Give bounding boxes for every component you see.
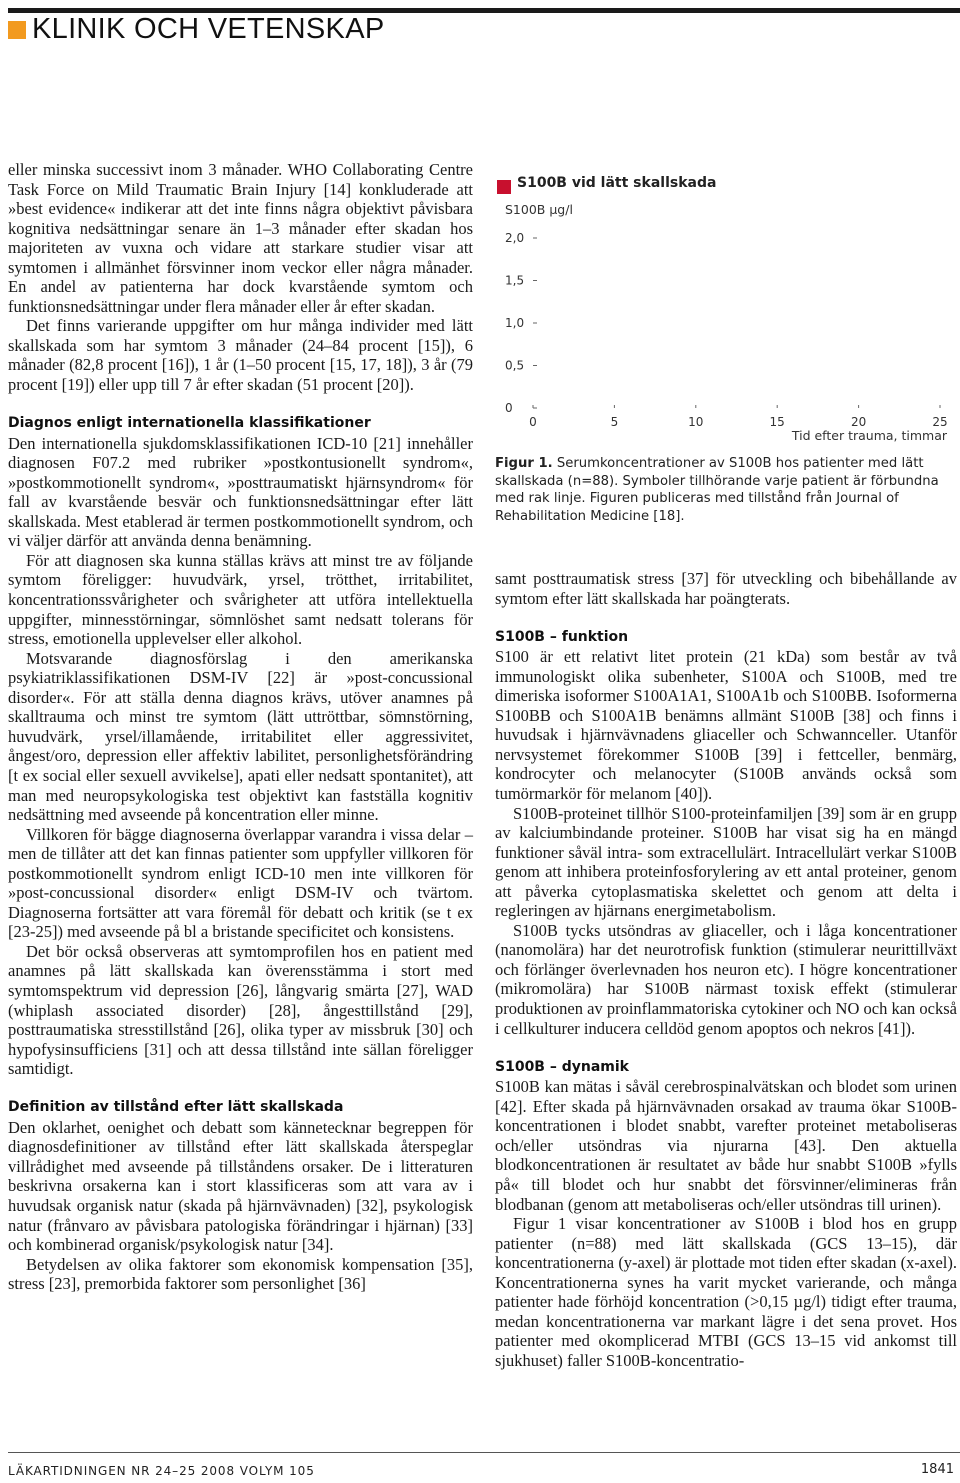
paragraph: S100B tycks utsöndras av gliaceller, och i låga koncentrationer (nanomolära) har det neurotrofisk funktion (stimulerar neurittillväxt och förlänger överlevnaden hos neuron etc). I högre koncentrationer (mikromolära) har S100B närmast toxisk effekt (stimulerar produktionen av proinflammatoriska cytokiner och NO och kan också i cellkulturer inducera celldöd genom apoptos och nekros [41]). bbox=[495, 920, 957, 1038]
chart-y-unit: S100B µg/l bbox=[505, 202, 573, 217]
left-column bbox=[8, 160, 473, 1294]
page-header bbox=[0, 0, 960, 60]
paragraph: Den internationella sjukdomsklassifikationen ICD-10 [21] innehåller diagnosen F07.2 med rubriker »postkontusionellt syndrom«, »postkommotionellt syndrom«, »posttraumatiskt hjärnsyndrom« för fall av kvarstående besvär och funktionsnedsättningar efter lätt skallskada. Mest etablerad är termen postkommotionellt syndrom, och vi väljer därför att använda denna benämning. bbox=[8, 433, 473, 551]
section-title: KLINIK OCH VETENSKAP bbox=[32, 13, 385, 45]
paragraph: Motsvarande diagnosförslag i den amerikanska psykiatriklassifikationen DSM-IV [22] är »post-concussional disorder«. För att ställa denna diagnos krävs, utöver anamnes på skalltrauma och minst tre symtom (lätt uttröttbar, sömnstörning, huvudvärk, yrsel/illamående, irritabilitet eller aggressivitet, ångest/oro, depression eller affektiv labilitet, personlighetsförändring [t ex social eller sexuell avvikelse], apati eller nedsatt spontanitet), att man med neuropsykologiska test objektivt kan fastställa kognitiv nedsättning med avseende på koncentration eller minne. bbox=[8, 648, 473, 825]
paragraph: Det bör också observeras att symtomprofilen hos en patient med anamnes på lätt skallskada kan överensstämma i stort med symtomspektrum vid depression [26], långvarig smärta [27], WAD (whiplash associated disorder) [28], ångesttillstånd [29], posttraumatiska stresstillstånd [26], olika typer av missbruk [30] och hypofysinsufficiens [31] och att dessa tillstånd inte sällan föreligger samtidigt. bbox=[8, 941, 473, 1079]
y-tick-label: 1,0 bbox=[505, 316, 525, 330]
section-heading-definition: Definition av tillstånd efter lätt skallskada bbox=[8, 1099, 344, 1116]
paragraph: Betydelsen av olika faktorer som ekonomisk kompensation [35], stress [23], premorbida faktorer som personlighet [36] bbox=[8, 1254, 473, 1294]
paragraph: samt posttraumatisk stress [37] för utveckling och bibehållande av symtom efter lätt skallskada har poängterats. bbox=[495, 569, 957, 608]
section-heading-diagnos: Diagnos enligt internationella klassifikationer bbox=[8, 415, 371, 432]
x-tick-label: 10 bbox=[688, 415, 704, 429]
chart-title: S100B vid lätt skallskada bbox=[517, 175, 717, 191]
paragraph: Den oklarhet, oenighet och debatt som kännetecknar begreppen för diagnosdefinitioner av tillstånd efter lätt skallskada återspeglar villrådighet med avseende på tillståndens orsaker. De i litteraturen beskrivna orsakerna kan i stort klassificeras som att vara av i huvudsak organisk natur (skada på hjärnvävnaden) [32], psykologisk natur (frånvaro av påvisbara patologiska förändringar i hjärnan) [33] och kombinerad organisk/psykologisk natur [34]. bbox=[8, 1117, 473, 1255]
y-tick-label: 0,5 bbox=[505, 358, 525, 373]
section-heading-dynamik: S100B – dynamik bbox=[495, 1058, 629, 1075]
paragraph: S100B kan mätas i såväl cerebrospinalvätskan och blodet som urinen [42]. Efter skada på hjärnvävnaden orsakad av trauma ökar S100B-koncentrationen i blodet snabbt, varefter proteinet metaboliseras och/eller utsöndras via njurarna [43]. Den aktuella blodkoncentrationen är resultatet av både hur snabbt S100B »fylls på« till blodet och hur snabbt det försvinner/elimineras från blodbanan (genom att metaboliseras och/eller utsöndras till urinen). bbox=[495, 1077, 957, 1214]
x-tick-label: 5 bbox=[610, 415, 619, 429]
paragraph: S100 är ett relativt litet protein (21 kDa) som består av två immunologiskt olika subenheter, S100A och S100B, med tre dimeriska isoformer S100A1A1, S100A1b och S100BB. Isoformerna S100BB och S100A1B benämns allmänt S100B [38] och finns i huvudsak i hjärnvävnadens gliaceller och Schwannceller. Utanför nervsystemet förekommer S100B [39] i fettceller, benmärg, kondrocyter och melanocyter (S100B används också som tumörmarkör för melanom [40]). bbox=[495, 647, 957, 804]
x-axis-title: Tid efter trauma, timmar bbox=[791, 428, 947, 443]
x-tick-label: 20 bbox=[850, 415, 867, 429]
y-tick-label: 0 bbox=[505, 401, 513, 415]
chart-svg bbox=[497, 172, 957, 457]
page-number: 1841 bbox=[920, 1462, 954, 1477]
section-heading-funktion: S100B – funktion bbox=[495, 628, 629, 645]
paragraph: För att diagnosen ska kunna ställas krävs att minst tre av följande symtom föreligger: huvudvärk, yrsel, trötthet, irritabilitet, koncentrationssvårigheter och svårigheter att utföra intellektuella uppgifter, minnesstörningar, sömnlöshet samt nedsatt tolerans för stress, emotionella upplevelser eller alkohol. bbox=[8, 550, 473, 649]
y-tick-label: 2,0 bbox=[505, 231, 525, 245]
figure-caption-text: Serumkoncentrationer av S100B hos patienter med lätt skallskada (n=88). Symboler tillhörande varje patient är förbundna med rak linje. Figuren publiceras med tillstånd från Journal of Rehabilitation Medicine [18]. bbox=[495, 456, 939, 524]
x-tick-label: 25 bbox=[932, 415, 948, 429]
figure-1 bbox=[497, 172, 957, 462]
journal-issue: LÄKARTIDNINGEN NR 24–25 2008 VOLYM 105 bbox=[8, 1464, 315, 1478]
y-tick-label: 1,5 bbox=[505, 273, 525, 288]
section-square-icon bbox=[8, 21, 26, 39]
paragraph: Figur 1 visar koncentrationer av S100B i blod hos en grupp patienter (n=88) med lätt skallskada (GCS 13–15), där koncentrationerna (y-axel) är plottade mot tiden efter skadan (x-axel). Koncentrationerna synes ha varit mycket varierande, och många patienter hade förhöjd koncentration (>0,15 µg/l) tidigt efter trauma, medan koncentrationerna var markant lägre i det sena provet. Hos patienter med okomplicerad MTBI (GCS 13–15 vid ankomst till sjukhuset) faller S100B-koncentratio- bbox=[495, 1214, 957, 1370]
paragraph: Det finns varierande uppgifter om hur många individer med lätt skallskada som har symtom 3 månader (24–84 procent [15]), 6 månader (82,8 procent [16]), 1 år (1–50 procent [15, 17, 18]), 3 år (79 procent [19]) eller upp till 7 år efter skadan (51 procent [20]). bbox=[8, 316, 473, 395]
paragraph: S100B-proteinet tillhör S100-proteinfamiljen [39] som är en grupp av kalciumbindande proteiner. S100B har visat sig ha en mängd funktioner såväl intra- som extracellulärt. Intracellulärt verkar S100B genom att inhibera proteinfosforylering av ett antal proteiner, genom att påverka cytoplasmatiska skelettet och genom att delta i regleringen av hjärnans energimetabolism. bbox=[495, 803, 957, 921]
right-column bbox=[495, 563, 957, 1370]
figure-caption-label: Figur 1. bbox=[495, 456, 553, 471]
footer-rule bbox=[8, 1452, 960, 1453]
x-tick-label: 0 bbox=[529, 415, 537, 429]
paragraph: Villkoren för bägge diagnoserna överlappar varandra i vissa delar – men de tillåter att det kan finnas patienter som uppfyller villkoren för postkommotionellt syndrom enligt ICD-10 men inte villkoren för »post-concussional disorder« enligt DSM-IV och tvärtom. Diagnoserna fortsätter att vara föremål för debatt och kritik (se t ex [23-25]) med avseende på bl a bristande specificitet och konsistens. bbox=[8, 824, 473, 942]
x-tick-label: 15 bbox=[769, 415, 785, 429]
paragraph: eller minska successivt inom 3 månader. WHO Collaborating Centre Task Force on Mild Traumatic Brain Injury [14] konkluderade att »best evidence« indikerar att det inte finns några objektivt påvisbara kognitiva nedsättningar senare än 1–3 månader efter skadan hos majoriteten av vuxna och vidare att starkare studier visar att symtomen i allmänhet försvinner inom veckor eller några månader. En andel av patienterna har dock kvarstående symtom och funktionsnedsättningar under flera månader eller år efter skadan. bbox=[8, 160, 473, 316]
figure-caption bbox=[495, 455, 957, 525]
